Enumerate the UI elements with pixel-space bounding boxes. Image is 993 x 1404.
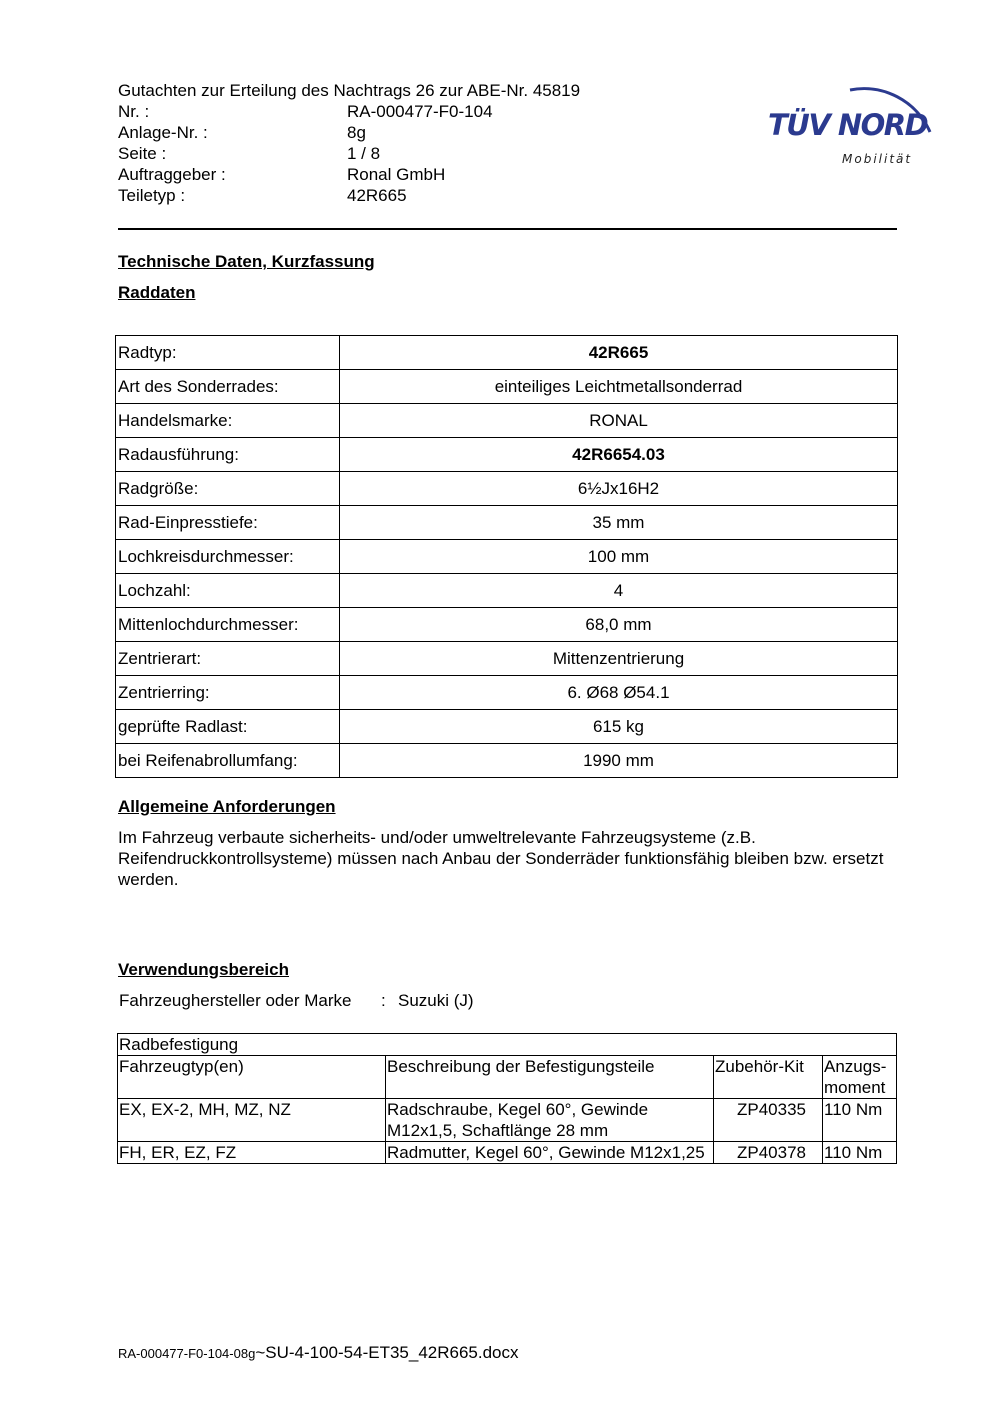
raddaten-value: 68,0 mm <box>340 608 898 642</box>
section-title-verwendungsbereich: Verwendungsbereich <box>118 960 289 979</box>
header-divider <box>118 228 897 230</box>
section-title-allgemeine-anforderungen: Allgemeine Anforderungen <box>118 797 336 816</box>
table-row <box>116 676 898 710</box>
raddaten-label: Rad-Einpresstiefe: <box>116 506 340 540</box>
raddaten-label: Zentrierart: <box>116 642 340 676</box>
usage-label: Fahrzeughersteller oder Marke <box>119 991 352 1010</box>
header-row-anlage: Anlage-Nr. : 8g <box>118 123 366 142</box>
row-beschreibung: Radmutter, Kegel 60°, Gewinde M12x1,25 <box>386 1142 714 1164</box>
row-zubehoer-kit: ZP40378 <box>714 1142 823 1164</box>
raddaten-label: Lochzahl: <box>116 574 340 608</box>
befestigung-header-row <box>118 1056 897 1099</box>
section-title-raddaten: Raddaten <box>118 283 196 302</box>
header-row-teiletyp: Teiletyp : 42R665 <box>118 186 407 205</box>
footer-file: ~SU-4-100-54-ET35_42R665.docx <box>255 1343 519 1362</box>
row-anzugsmoment: 110 Nm <box>823 1142 897 1164</box>
table-row <box>118 1142 897 1164</box>
row-zubehoer-kit: ZP40335 <box>714 1099 823 1142</box>
raddaten-label: Radtyp: <box>116 336 340 370</box>
usage-value: Suzuki (J) <box>398 991 474 1010</box>
header-row-auftraggeber: Auftraggeber : Ronal GmbH <box>118 165 446 184</box>
table-row <box>116 370 898 404</box>
table-row <box>116 642 898 676</box>
section-title-technical-data: Technische Daten, Kurzfassung <box>118 252 375 271</box>
table-row <box>116 336 898 370</box>
befestigung-title-row <box>118 1034 897 1056</box>
raddaten-value: 6. Ø68 Ø54.1 <box>340 676 898 710</box>
row-beschreibung: Radschraube, Kegel 60°, Gewinde M12x1,5, Schaftlänge 28 mm <box>386 1099 714 1142</box>
header-anzugsmoment: Anzugs- moment <box>823 1056 897 1099</box>
raddaten-value: Mittenzentrierung <box>340 642 898 676</box>
row-fahrzeugtyp: FH, ER, EZ, FZ <box>118 1142 386 1164</box>
logo-wordmark: TÜV NORD <box>768 108 928 142</box>
raddaten-value: 1990 mm <box>340 744 898 778</box>
raddaten-label: Lochkreisdurchmesser: <box>116 540 340 574</box>
raddaten-label: Radausführung: <box>116 438 340 472</box>
raddaten-label: Radgröße: <box>116 472 340 506</box>
befestigung-title: Radbefestigung <box>118 1034 897 1056</box>
tuev-nord-logo <box>762 56 942 176</box>
header-row-nr: Nr. : RA-000477-F0-104 <box>118 102 493 121</box>
header-zubehoer-kit: Zubehör-Kit <box>714 1056 823 1099</box>
table-row <box>116 574 898 608</box>
table-row <box>116 438 898 472</box>
raddaten-table <box>115 335 898 778</box>
allgemein-paragraph: Im Fahrzeug verbaute sicherheits- und/oder umweltrelevante Fahrzeugsysteme (z.B. Reifendruckkontrollsysteme) müssen nach Anbau der Sonderräder funktionsfähig bleiben bzw. ersetzt werden. <box>118 828 884 889</box>
raddaten-value: 615 kg <box>340 710 898 744</box>
header-fahrzeugtyp: Fahrzeugtyp(en) <box>118 1056 386 1099</box>
table-row <box>116 710 898 744</box>
header-row-seite: Seite : 1 / 8 <box>118 144 381 163</box>
raddaten-label: Zentrierring: <box>116 676 340 710</box>
document-title: Gutachten zur Erteilung des Nachtrags 26 zur ABE-Nr. 45819 <box>118 81 581 100</box>
raddaten-label: bei Reifenabrollumfang: <box>116 744 340 778</box>
table-row <box>118 1099 897 1142</box>
usage-separator: : <box>381 991 386 1010</box>
raddaten-value: einteiliges Leichtmetallsonderrad <box>340 370 898 404</box>
raddaten-label: Handelsmarke: <box>116 404 340 438</box>
table-row <box>116 540 898 574</box>
table-row <box>116 744 898 778</box>
raddaten-value: 4 <box>340 574 898 608</box>
raddaten-label: geprüfte Radlast: <box>116 710 340 744</box>
table-row <box>116 404 898 438</box>
table-row <box>116 608 898 642</box>
raddaten-value: 42R665 <box>340 336 898 370</box>
footer-id: RA-000477-F0-104-08g <box>118 1346 256 1361</box>
raddaten-label: Mittenlochdurchmesser: <box>116 608 340 642</box>
row-fahrzeugtyp: EX, EX-2, MH, MZ, NZ <box>118 1099 386 1142</box>
raddaten-value: 100 mm <box>340 540 898 574</box>
logo-subtitle: Mobilität <box>842 152 913 166</box>
raddaten-value: 35 mm <box>340 506 898 540</box>
table-row <box>116 472 898 506</box>
raddaten-value: 6½Jx16H2 <box>340 472 898 506</box>
raddaten-label: Art des Sonderrades: <box>116 370 340 404</box>
row-anzugsmoment: 110 Nm <box>823 1099 897 1142</box>
footer-filename <box>118 1343 519 1363</box>
raddaten-value: RONAL <box>340 404 898 438</box>
raddaten-value: 42R6654.03 <box>340 438 898 472</box>
header-beschreibung: Beschreibung der Befestigungsteile <box>386 1056 714 1099</box>
table-row <box>116 506 898 540</box>
document-header <box>118 80 638 206</box>
befestigung-table <box>117 1033 897 1164</box>
usage-line <box>119 991 474 1011</box>
